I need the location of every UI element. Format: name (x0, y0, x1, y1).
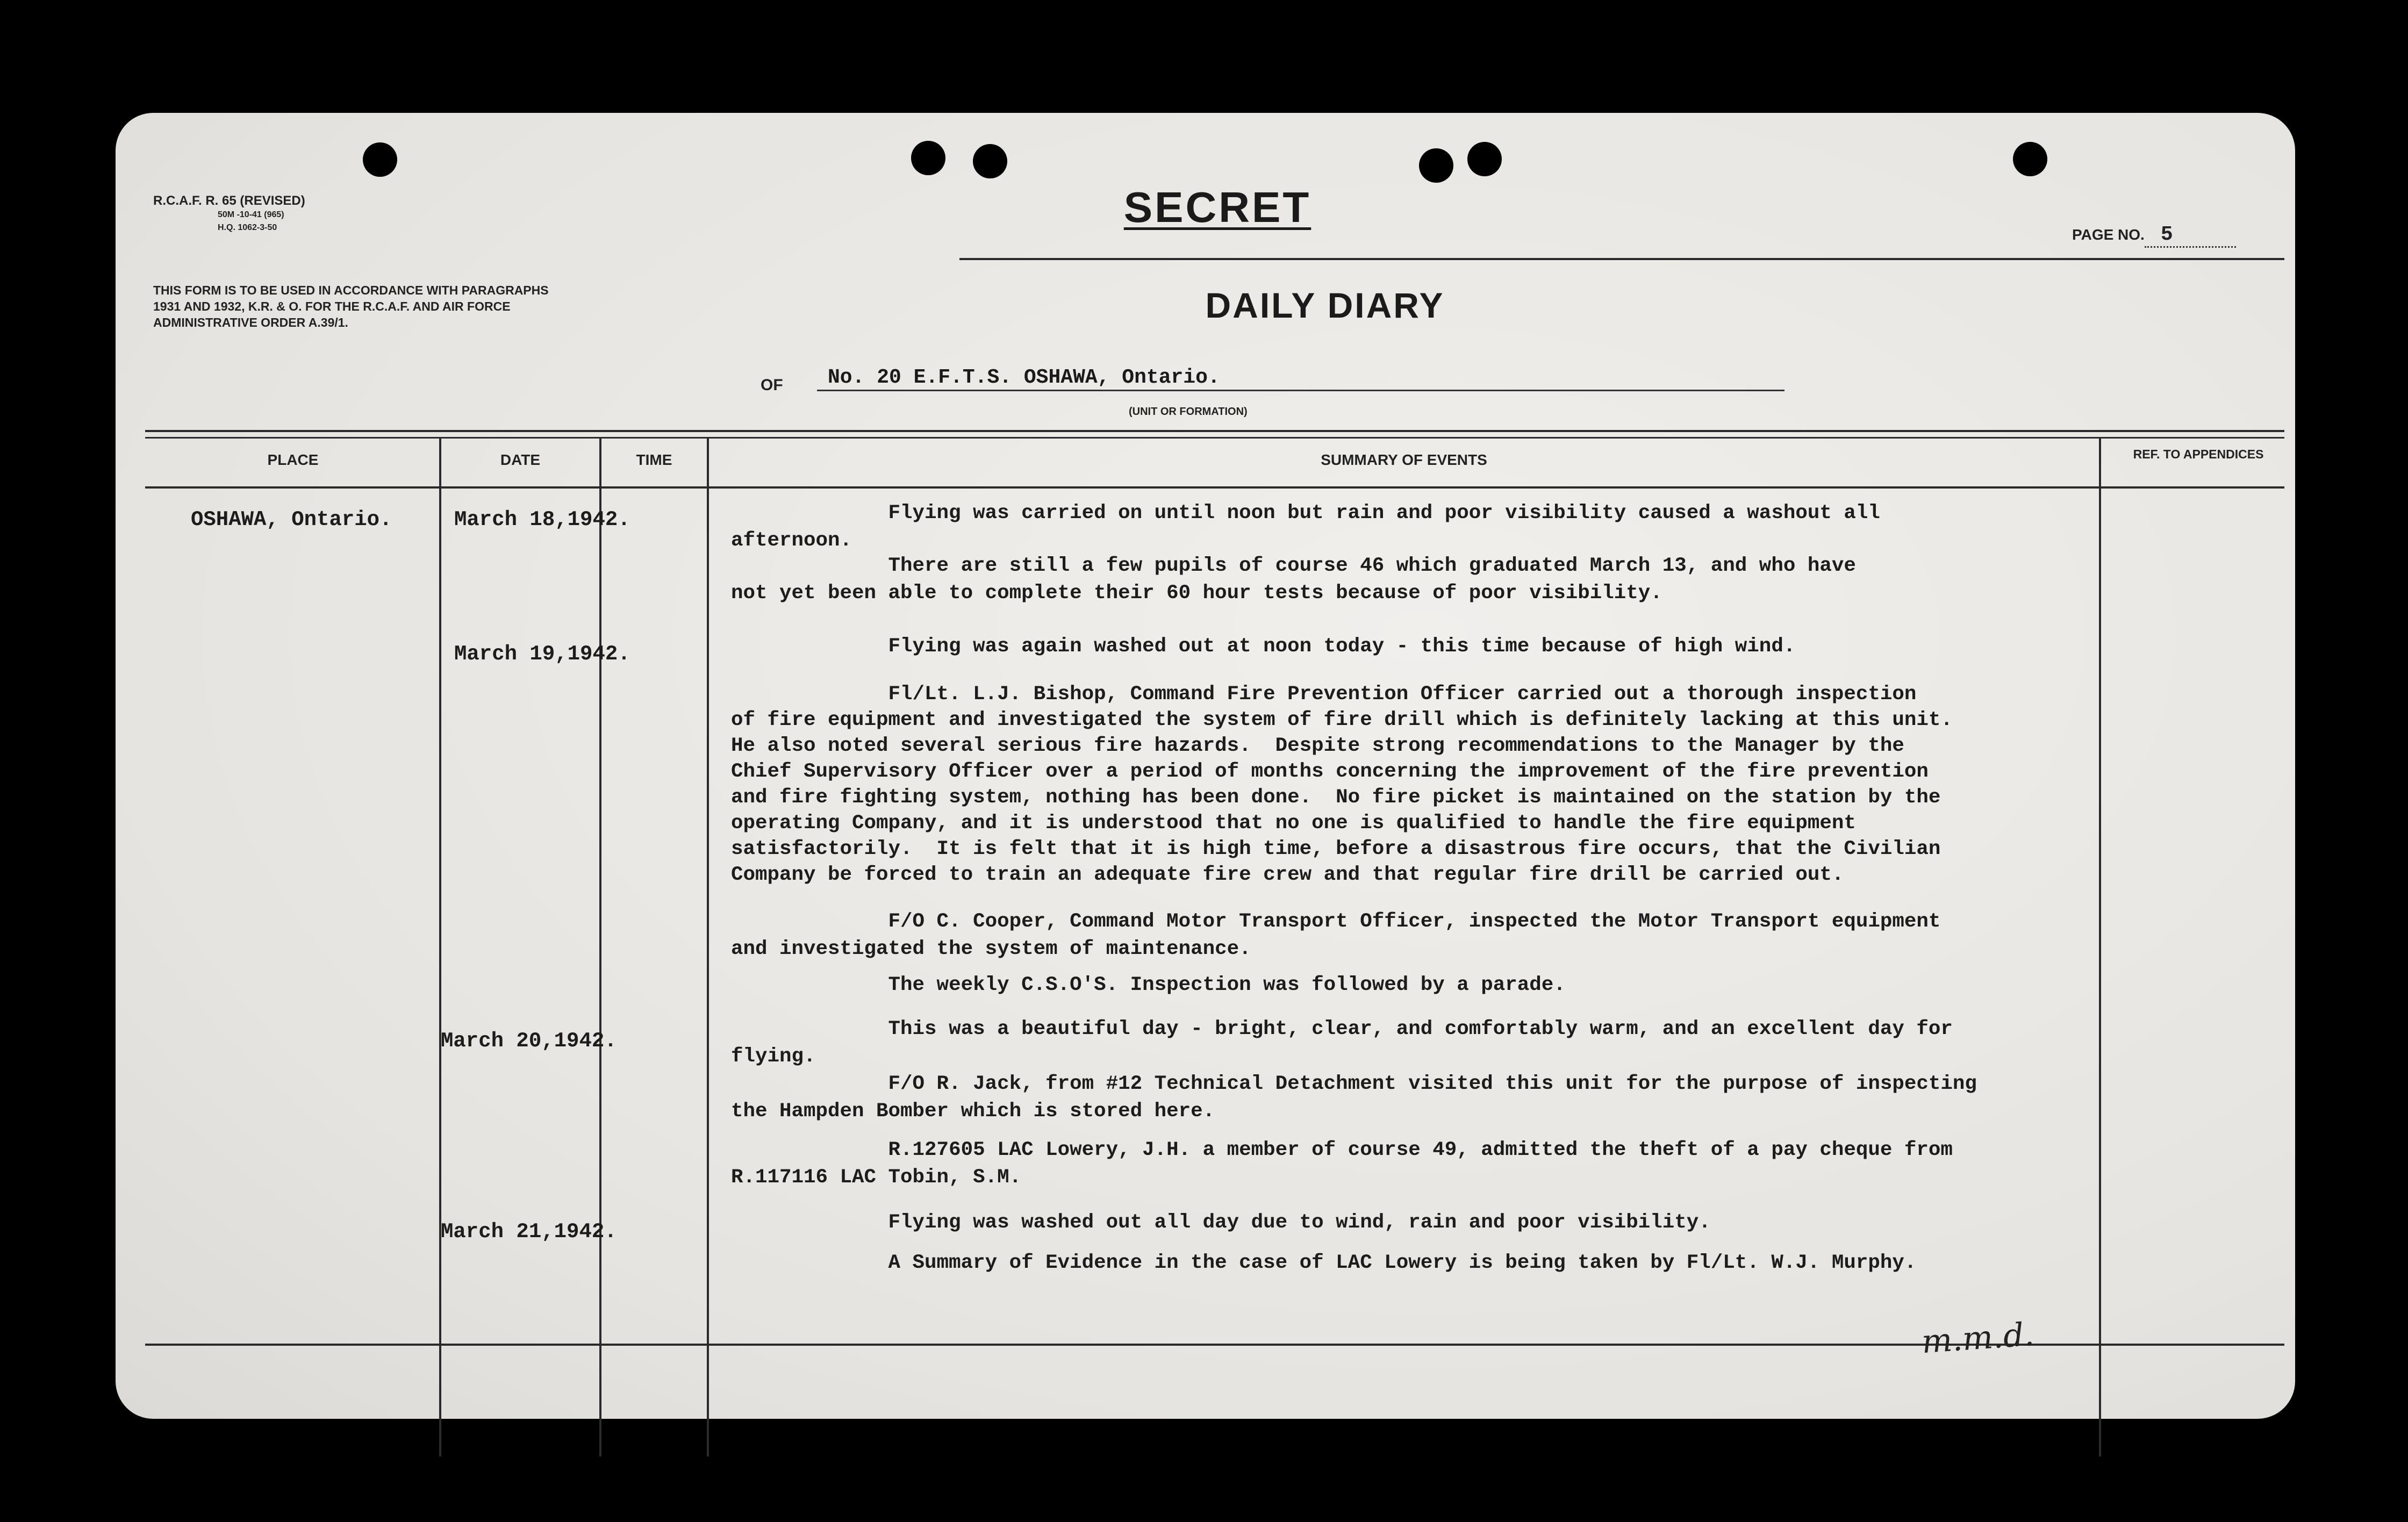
column-divider (707, 438, 709, 1456)
diary-entry: Flying was again washed out at noon today - this time because of high wind. (731, 635, 1796, 658)
classification-heading: SECRET (1123, 183, 1312, 231)
diary-entry: This was a beautiful day - bright, clear, and comfortably warm, and an excellent day for flying. (731, 1018, 1953, 1068)
date-cell: March 19,1942. (454, 642, 630, 666)
column-header-summary: SUMMARY OF EVENTS (1321, 451, 1487, 468)
punch-hole (2013, 142, 2047, 176)
table-top-rule (145, 430, 2284, 432)
table-header-rule (145, 486, 2284, 489)
handwritten-initials: m.m.d. (1920, 1315, 2036, 1361)
column-header-date: DATE (500, 451, 541, 468)
page-number-label: PAGE NO. (2072, 226, 2145, 243)
column-divider (2099, 438, 2101, 1456)
page-number-value: 5 (2145, 223, 2236, 248)
form-code-line3: H.Q. 1062-3-50 (218, 223, 277, 232)
punch-hole (1419, 148, 1453, 183)
diary-entry: F/O R. Jack, from #12 Technical Detachment visited this unit for the purpose of inspecting the Hampden Bomber which is stored here. (731, 1073, 1977, 1123)
unit-label: (UNIT OR FORMATION) (1129, 406, 1248, 418)
form-usage-note: THIS FORM IS TO BE USED IN ACCORDANCE WITH PARAGRAPHS 1931 AND 1932, K.R. & O. FOR THE R.C.A.F. AND AIR FORCE ADMINISTRATIVE ORDER A.39/1. (153, 283, 549, 329)
column-header-place: PLACE (267, 451, 319, 468)
page-title: DAILY DIARY (1205, 285, 1445, 325)
diary-entry: Fl/Lt. L.J. Bishop, Command Fire Prevention Officer carried out a thorough inspection of fire equipment and investigated the system of fire drill which is definitely lacking at this unit. He also noted several serious fire hazards. Despite strong recommendations to the Manager by the Chief Supervisory Officer over a period of months concerning the improvement of the fire prevention and fire fighting system, nothing has been done. No fire picket is maintained on the station by the operating Company, and it is understood that no one is qualified to handle the fire equipment satisfactorily. It is felt that it is high time, before a disastrous fire occurs, that the Civilian Company be forced to train an adequate fire crew and that regular fire drill be carried out. (731, 683, 1953, 886)
form-code-line2: 50M -10-41 (965) (218, 210, 284, 219)
place-cell: OSHAWA, Ontario. (191, 508, 392, 532)
table-top-rule (145, 437, 2284, 439)
diary-entry: F/O C. Cooper, Command Motor Transport Officer, inspected the Motor Transport equipment and investigated the system of maintenance. (731, 910, 1941, 960)
column-header-time: TIME (636, 451, 672, 468)
diary-entry: Flying was washed out all day due to wind, rain and poor visibility. (731, 1211, 1711, 1234)
punch-hole (973, 144, 1007, 178)
diary-entry: Flying was carried on until noon but rain and poor visibility caused a washout all afternoon. (731, 502, 1880, 552)
column-header-ref: REF. TO APPENDICES (2133, 447, 2264, 461)
form-code (153, 193, 305, 234)
diary-form-card (116, 113, 2295, 1419)
of-label: OF (761, 376, 783, 394)
date-cell: March 21,1942. (441, 1220, 617, 1244)
diary-entry: A Summary of Evidence in the case of LAC Lowery is being taken by Fl/Lt. W.J. Murphy. (731, 1252, 1917, 1274)
diary-entry: The weekly C.S.O'S. Inspection was followed by a parade. (731, 974, 1566, 996)
punch-hole (363, 142, 397, 177)
column-divider (599, 438, 601, 1456)
form-code-line1: R.C.A.F. R. 65 (REVISED) (153, 193, 305, 208)
page-number-field (2072, 223, 2236, 248)
header-rule (959, 258, 2284, 260)
unit-field: No. 20 E.F.T.S. OSHAWA, Ontario. (817, 364, 1784, 391)
date-cell: March 20,1942. (441, 1029, 617, 1053)
punch-hole (1467, 142, 1502, 176)
diary-entry: R.127605 LAC Lowery, J.H. a member of course 49, admitted the theft of a pay cheque from R.117116 LAC Tobin, S.M. (731, 1139, 1953, 1189)
diary-entry: There are still a few pupils of course 46 which graduated March 13, and who have not yet been able to complete their 60 hour tests because of poor visibility. (731, 555, 1856, 605)
punch-hole (911, 141, 945, 175)
date-cell: March 18,1942. (454, 508, 630, 532)
column-divider (439, 438, 441, 1456)
